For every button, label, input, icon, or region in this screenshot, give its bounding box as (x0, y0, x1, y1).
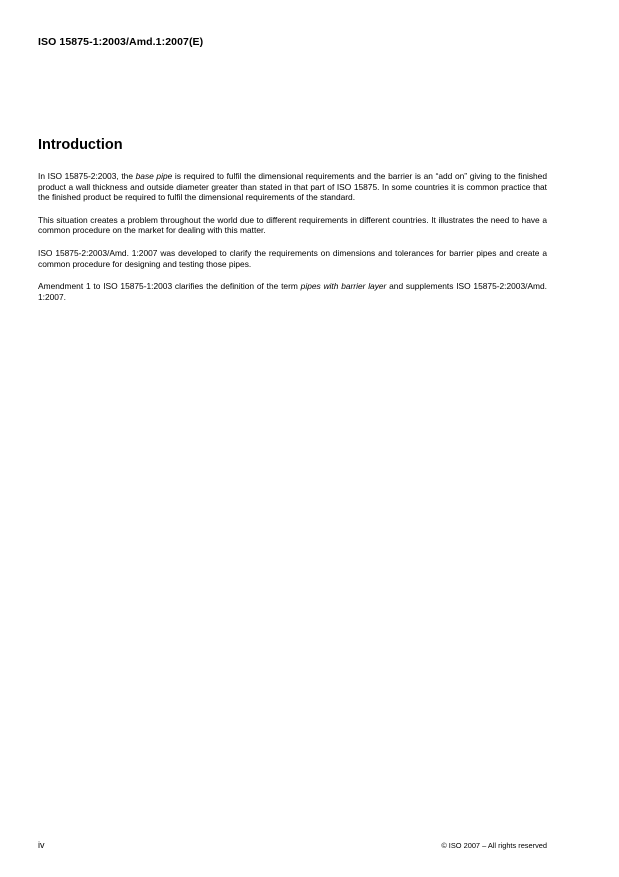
paragraph-4-term-barrier-layer: pipes with barrier layer (300, 281, 387, 292)
paragraph-4-text-c: and supplements ISO 15875-2:2003/Amd. 1:2007. (38, 281, 548, 302)
paragraph-4 (38, 281, 547, 302)
paragraph-1-term-base-pipe: base pipe (135, 171, 173, 181)
page-number: iv (38, 840, 45, 850)
paragraph-1 (38, 171, 547, 203)
paragraph-4-text-a: Amendment 1 to ISO 15875-1:2003 clarifies the definition of the term (38, 281, 301, 292)
paragraph-2: This situation creates a problem throughout the world due to different requirements in different countries. It illustrates the need to have a common procedure on the market for dealing with this matter. (38, 214, 547, 236)
document-header-id: ISO 15875-1:2003/Amd.1:2007(E) (38, 36, 204, 48)
copyright-notice: © ISO 2007 – All rights reserved (441, 841, 547, 850)
introduction-body (38, 171, 547, 314)
section-title: Introduction (38, 137, 123, 153)
paragraph-3: ISO 15875-2:2003/Amd. 1:2007 was developed to clarify the requirements on dimensions and tolerances for barrier pipes and create a common procedure for designing and testing those pipes. (38, 247, 547, 269)
paragraph-1-text-a: In ISO 15875-2:2003, the (38, 171, 136, 181)
paragraph-1-text-c: is required to fulfil the dimensional requirements and the barrier is an “add on” giving to the finished product a wall thickness and outside diameter greater than stated in that part of ISO 15875. In some countries it is common practice that the finished product be required to fulfil the dimensional requirements of the standard. (38, 171, 548, 203)
